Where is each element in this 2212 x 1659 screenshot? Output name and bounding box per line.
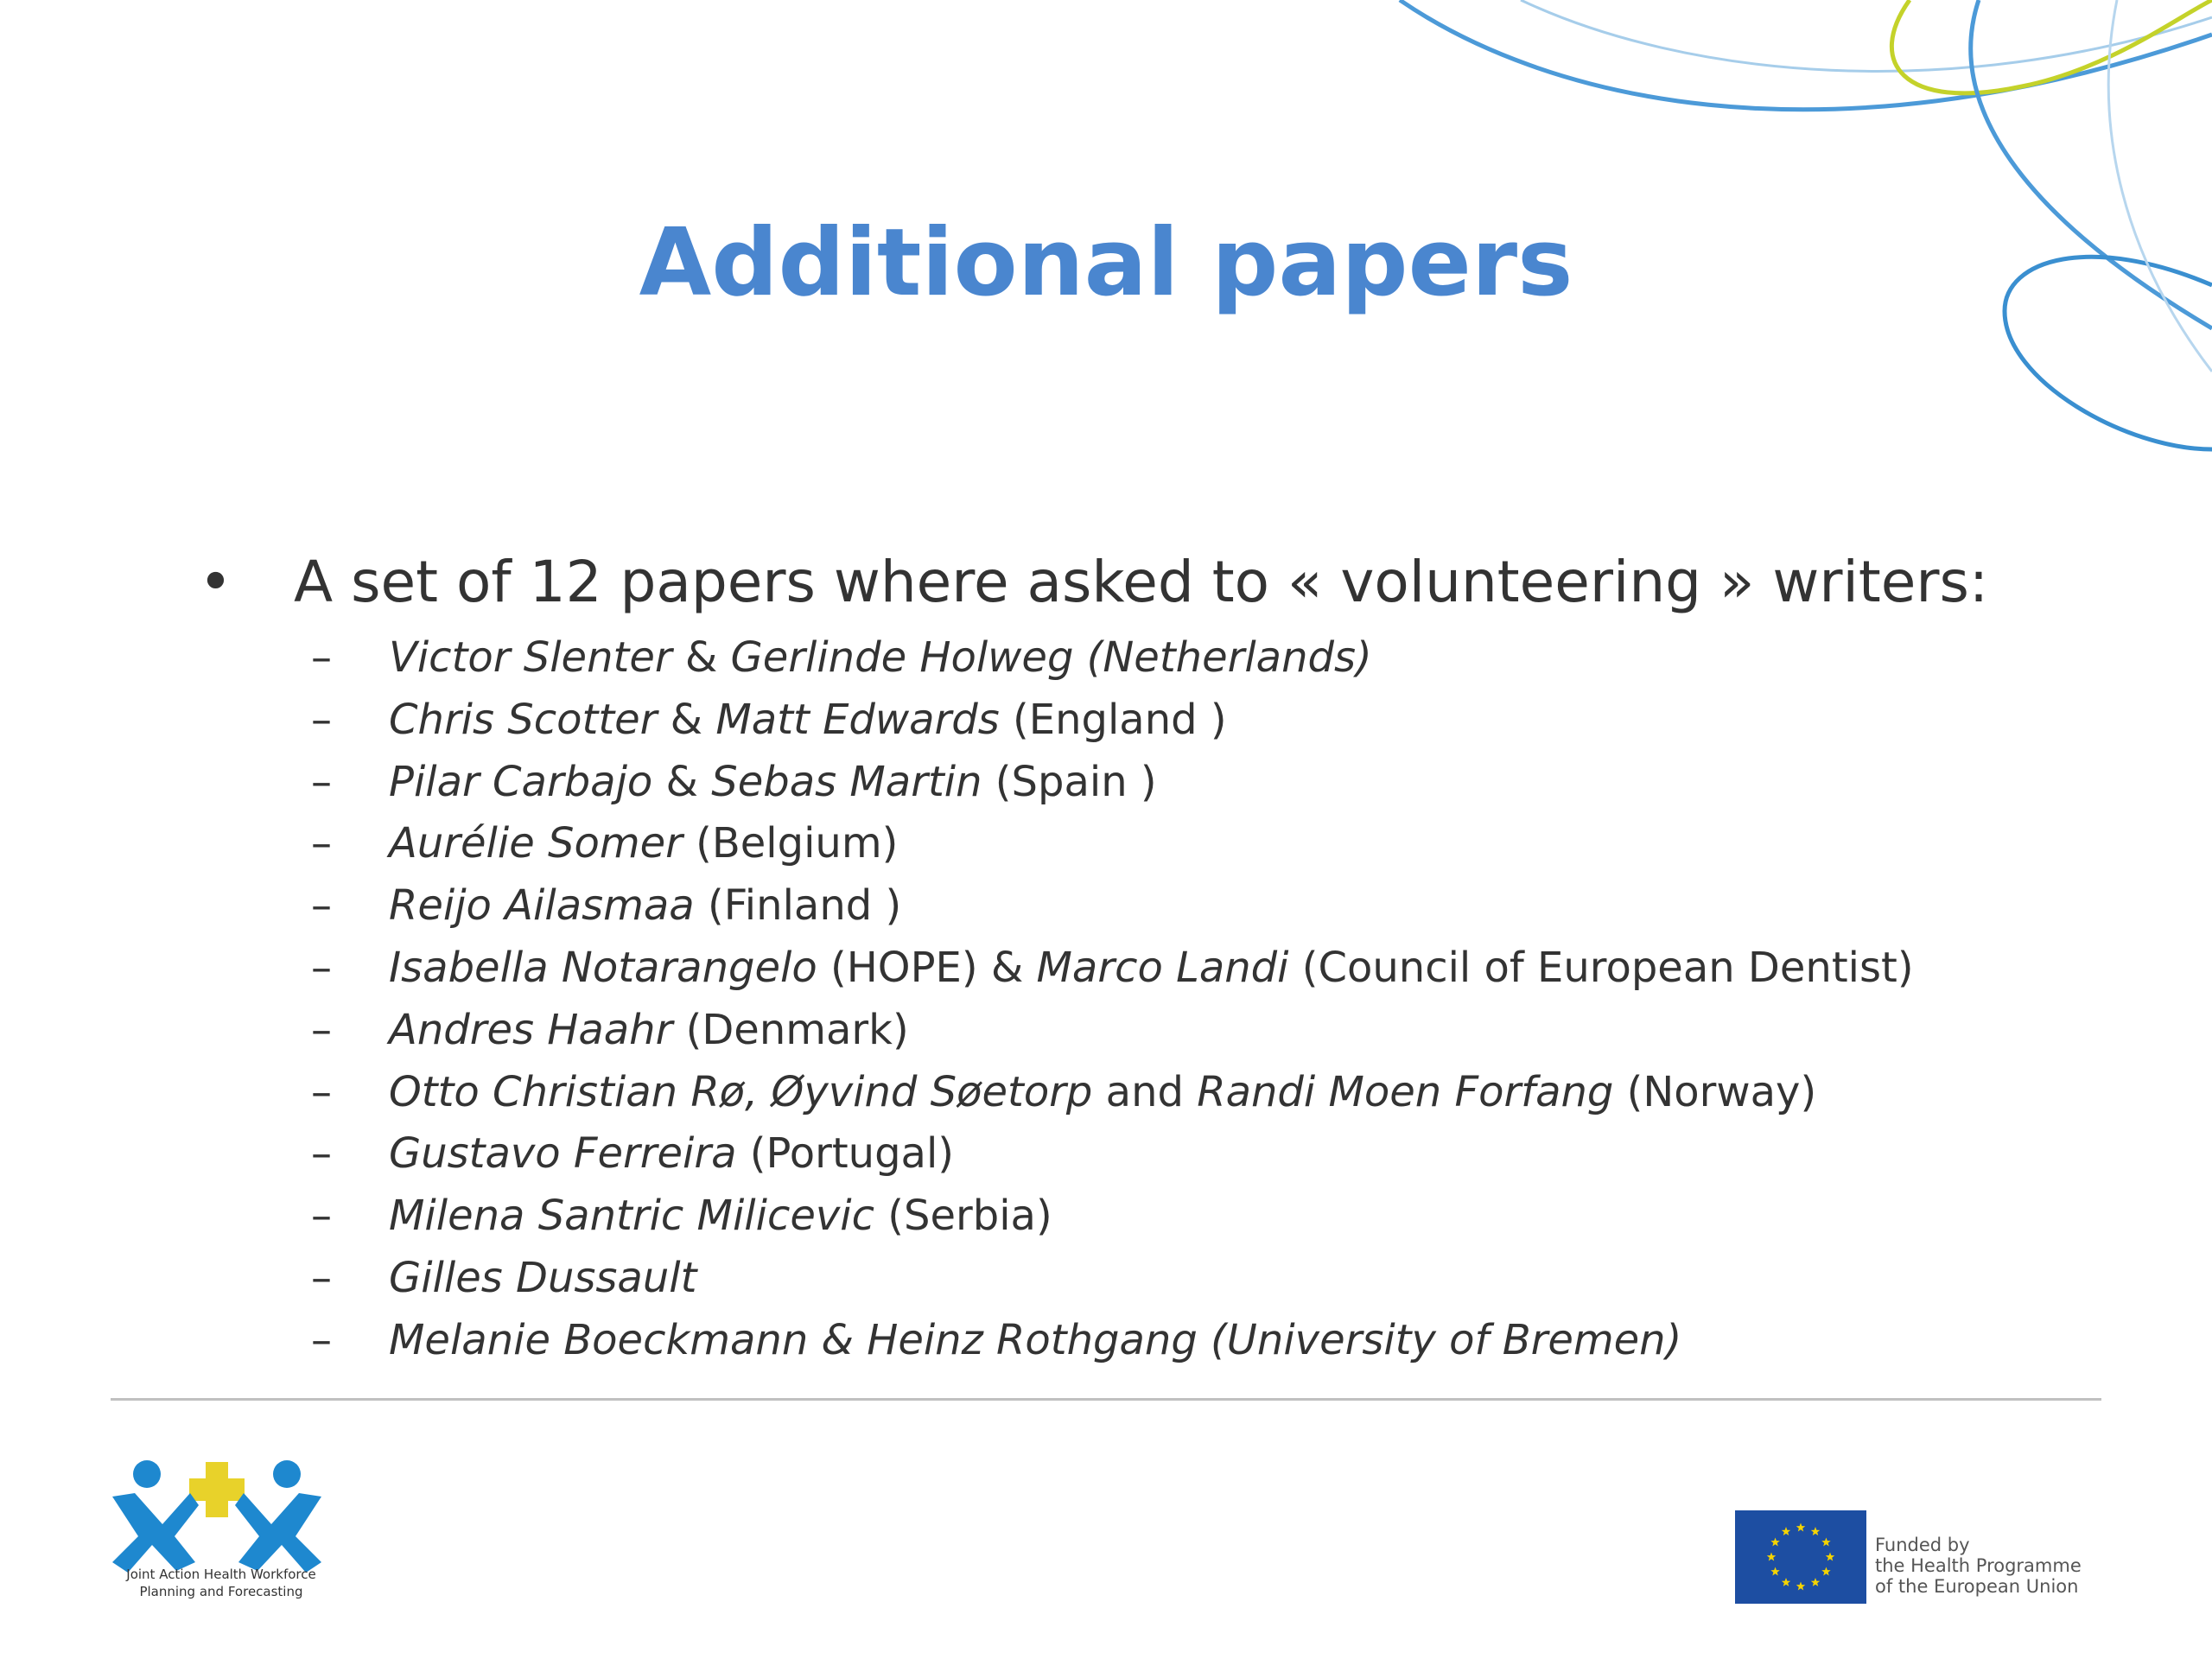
dash-marker: – — [311, 1129, 332, 1179]
writer-name: Melanie Boeckmann & Heinz Rothgang (University of Bremen) — [389, 1315, 1682, 1364]
dash-marker: – — [311, 881, 332, 931]
footer-divider — [111, 1398, 2101, 1401]
slide-title: Additional papers — [639, 209, 1573, 317]
writer-item-text — [389, 1062, 1816, 1124]
writer-affiliation: (Norway) — [1613, 1067, 1817, 1116]
main-bullet-text: A set of 12 papers where asked to « volunteering » writers: — [294, 549, 1989, 615]
writer-name: Marco Landi — [1036, 943, 1289, 992]
writer-affiliation: (Spain ) — [982, 757, 1157, 806]
eu-text-line2: the Health Programme — [1875, 1555, 2082, 1576]
writer-affiliation: and — [1092, 1067, 1198, 1116]
writer-item-text — [389, 690, 1227, 752]
writer-item-text — [389, 627, 1372, 690]
dash-marker: – — [311, 1067, 332, 1116]
bullet-marker: • — [199, 549, 232, 615]
writer-name: Sebas Martin — [711, 757, 982, 806]
writer-affiliation: (Finland ) — [694, 881, 902, 931]
dash-marker: – — [311, 1005, 332, 1054]
dash-marker: – — [311, 1253, 332, 1302]
dash-marker: – — [311, 757, 332, 806]
writer-affiliation: & — [671, 633, 731, 682]
eu-flag-icon — [1735, 1510, 1866, 1604]
writer-item-text — [389, 1310, 1681, 1372]
writer-name: Aurélie Somer — [389, 819, 683, 868]
eu-funding-text — [1875, 1535, 2100, 1597]
writer-name: Chris Scotter — [389, 695, 658, 744]
writer-name: Otto Christian Rø, Øyvind Søetorp — [389, 1067, 1093, 1116]
writer-name: Andres Haahr — [389, 1005, 673, 1054]
dash-marker: – — [311, 943, 332, 992]
logo-caption-line2: Planning and Forecasting — [139, 1584, 303, 1599]
writer-affiliation: (HOPE) & — [817, 943, 1037, 992]
writer-name: Victor Slenter — [389, 633, 672, 682]
writer-item-text — [389, 1248, 696, 1310]
dash-marker: – — [311, 1192, 332, 1241]
writer-affiliation: (Council of European Dentist) — [1288, 943, 1914, 992]
logo-caption — [104, 1566, 339, 1600]
dash-marker: – — [311, 633, 332, 682]
dash-marker: – — [311, 819, 332, 868]
writer-name: Gustavo Ferreira — [389, 1129, 737, 1179]
writer-affiliation: & — [657, 695, 716, 744]
logo-caption-line1: Joint Action Health Workforce — [126, 1567, 316, 1582]
writer-name: Reijo Ailasmaa — [389, 881, 695, 931]
dash-marker: – — [311, 695, 332, 744]
writer-affiliation: (Belgium) — [682, 819, 899, 868]
writer-item-text — [389, 813, 898, 875]
writer-name: Matt Edwards — [715, 695, 1000, 744]
writer-affiliation: (Denmark) — [672, 1005, 909, 1054]
writer-name: Isabella Notarangelo — [389, 943, 817, 992]
writer-affiliation: (England ) — [999, 695, 1227, 744]
writer-name: Milena Santric Milicevic — [389, 1192, 875, 1241]
writer-item-text — [389, 875, 901, 938]
writer-name: Pilar Carbajo — [389, 757, 653, 806]
writer-affiliation: (Serbia) — [874, 1192, 1052, 1241]
writer-item-text — [389, 938, 1914, 1000]
writer-affiliation: & — [652, 757, 712, 806]
eu-text-line3: of the European Union — [1875, 1576, 2079, 1597]
writer-item-text — [389, 1185, 1052, 1248]
writer-item-text — [389, 752, 1157, 814]
writer-name: Gerlinde Holweg (Netherlands) — [730, 633, 1372, 682]
writer-name: Gilles Dussault — [389, 1253, 697, 1302]
eu-text-line1: Funded by — [1875, 1535, 1970, 1555]
writer-item-text — [389, 1000, 909, 1062]
writer-name: Randi Moen Forfang — [1197, 1067, 1614, 1116]
writer-affiliation: (Portugal) — [736, 1129, 955, 1179]
dash-marker: – — [311, 1315, 332, 1364]
writer-item-text — [389, 1123, 954, 1185]
